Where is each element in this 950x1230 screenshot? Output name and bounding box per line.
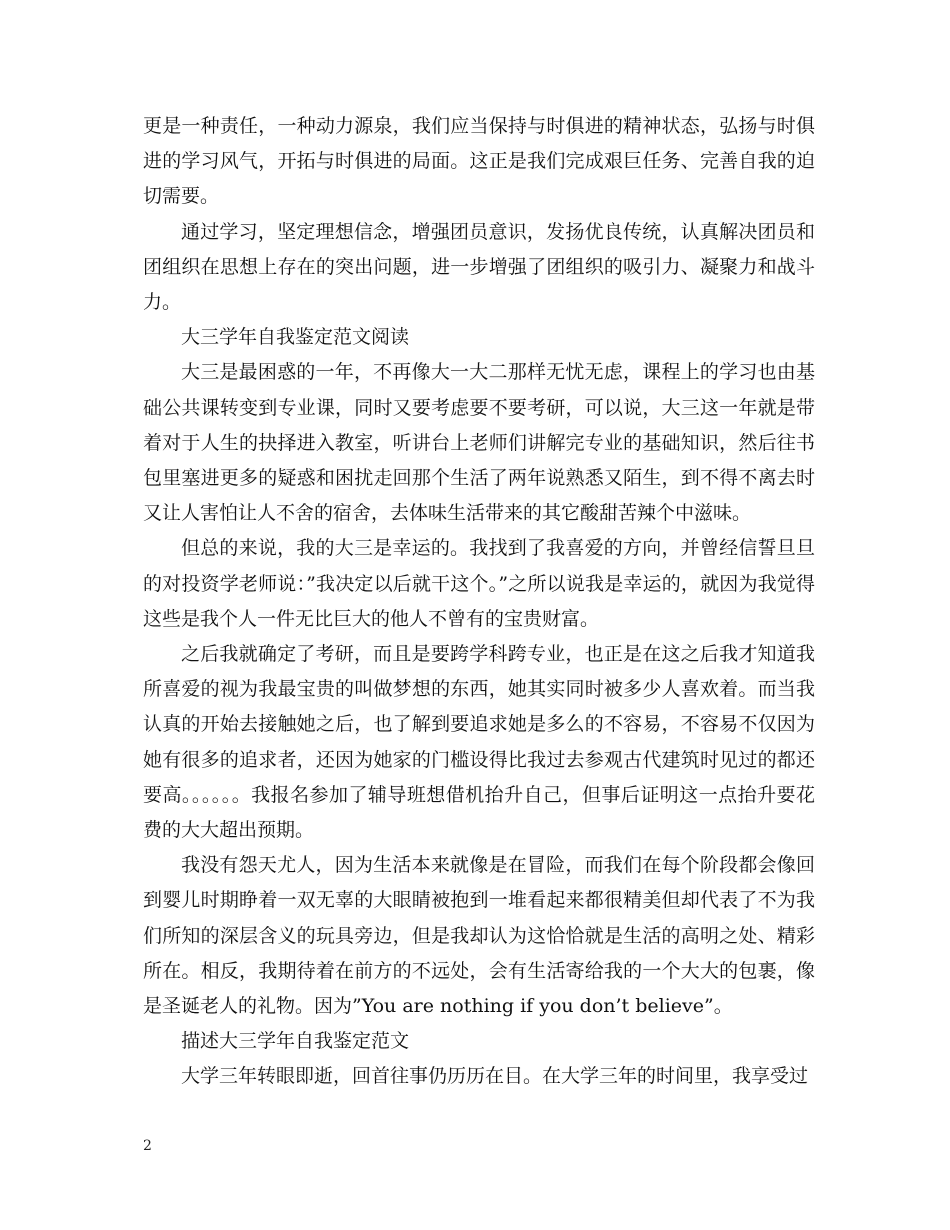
paragraph: 之后我就确定了考研，而且是要跨学科跨专业，也正是在这之后我才知道我所喜爱的视为我最宝贵的叫做梦想的东西，她其实同时被多少人喜欢着。而当我认真的开始去接触她之后，也了解到要追求她是多么的不容易，不容易不仅因为她有很多的追求者，还因为她家的门槛设得比我过去参观古代建筑时见过的都还要高。。。。。。我报名参加了辅导班想借机抬升自己，但事后证明这一点抬升要花费的大大超出预期。 — [143, 643, 815, 842]
paragraph: 我没有怨天尤人，因为生活本来就像是在冒险，而我们在每个阶段都会像回到婴儿时期睁着一双无辜的大眼睛被抱到一堆看起来都很精美但却代表了不为我们所知的深层含义的玩具旁边，但是我却认为这恰恰就是生活的高明之处、精彩所在。相反，我期待着在前方的不远处，会有生活寄给我的一个大大的包裹，像是圣诞老人的礼物。因为”You are nothing if you don’t believe”。 — [143, 854, 815, 1018]
section-heading: 大三学年自我鉴定范文阅读 — [181, 326, 410, 349]
page-number: 2 — [143, 1138, 152, 1154]
paragraph: 通过学习，坚定理想信念，增强团员意识，发扬优良传统，认真解决团员和团组织在思想上存在的突出问题，进一步增强了团组织的吸引力、凝聚力和战斗力。 — [143, 220, 815, 314]
paragraph: 大学三年转眼即逝，回首往事仍历历在目。在大学三年的时间里，我享受过 — [181, 1065, 809, 1088]
document-body — [143, 109, 815, 1095]
section-heading: 描述大三学年自我鉴定范文 — [181, 1030, 410, 1053]
paragraph: 但总的来说，我的大三是幸运的。我找到了我喜爱的方向，并曾经信誓旦旦的对投资学老师说：”我决定以后就干这个。”之所以说我是幸运的，就因为我觉得这些是我个人一件无比巨大的他人不曾有的宝贵财富。 — [143, 537, 815, 630]
paragraph: 更是一种责任，一种动力源泉，我们应当保持与时俱进的精神状态，弘扬与时俱进的学习风气，开拓与时俱进的局面。这正是我们完成艰巨任务、完善自我的迫切需要。 — [143, 115, 815, 208]
paragraph: 大三是最困惑的一年，不再像大一大二那样无忧无虑，课程上的学习也由基础公共课转变到专业课，同时又要考虑要不要考研，可以说，大三这一年就是带着对于人生的抉择进入教室，听讲台上老师们讲解完专业的基础知识，然后往书包里塞进更多的疑惑和困扰走回那个生活了两年说熟悉又陌生，到不得不离去时又让人害怕让人不舍的宿舍，去体味生活带来的其它酸甜苦辣个中滋味。 — [143, 361, 815, 525]
